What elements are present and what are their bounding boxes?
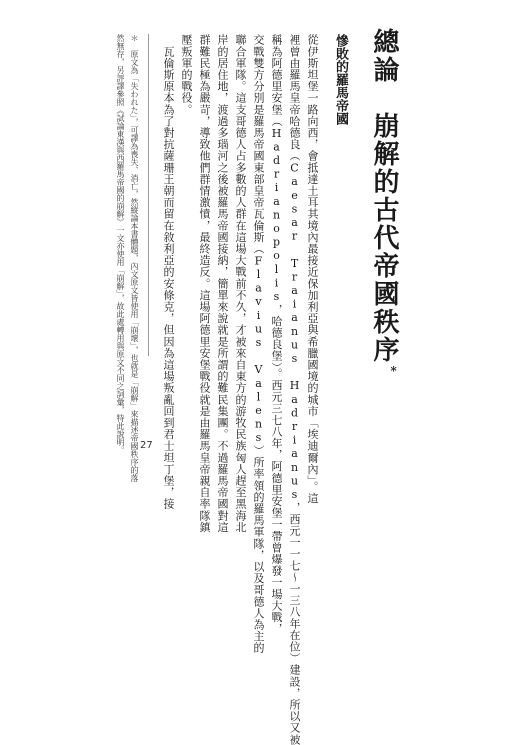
footnote-line: 然無存，另評譯參照《試論東漢與西羅馬帝國的崩解》一文亦使用「崩解」，故此處轉用與原文不同之詞彙，特此說明。 <box>116 34 125 454</box>
footnote-divider <box>148 34 149 356</box>
body-line: 聯合軍隊。這支哥德人占多數的人群在這場大戰前不久，才被來自東方的游牧民族匈人趕至黑海北 <box>234 34 247 533</box>
body-line: 瓦倫斯原本為了對抗薩珊王朝而留在敘利亞的安條克，但因為這場叛亂回到君士坦丁堡，接 <box>162 34 175 510</box>
chapter-title-text: 總論 崩解的古代帝國秩序 <box>369 28 399 364</box>
section-title: 慘敗的羅馬帝國 <box>333 34 348 125</box>
body-line: 壓叛軍的戰役。 <box>180 34 193 116</box>
body-line: 群難民極為嚴苛，導致他們群情激憤，最終造反。這場阿德里安堡戰役就是由羅馬皇帝親自率隊鎮 <box>198 34 211 533</box>
chapter-title <box>368 28 410 380</box>
body-line: 稱為阿德里安堡（Hadrianopolis，哈德良堡）。西元三七八年，阿德里安堡一帶曾爆發一場大戰， <box>270 34 283 635</box>
page-number: 27 <box>140 440 153 451</box>
footnote-marker: * <box>386 364 401 380</box>
body-line: 交戰雙方分別是羅馬帝國東部皇帝瓦倫斯（Flavius Valens）所率領的羅馬軍隊，以及哥德人為主的 <box>252 34 265 654</box>
body-line: 裡曾由羅馬皇帝哈德良（Caesar Traianus Hadrianus，西元一一七～一三八年在位）建設，所以又被 <box>288 34 301 745</box>
footnote-line: ＊ 原文為「失われた」，可譯為喪失、消亡，然縱論本書體題，內文原文皆使用「崩壞」，也就是「崩解」來描述帝國秩序的落 <box>130 34 139 482</box>
body-line: 岸的居住地，渡過多瑙河之後被羅馬帝國接納，簡單來說就是所謂的難民集團。不過羅馬帝國對這 <box>216 34 229 533</box>
body-line: 從伊斯坦堡一路向西，會抵達土耳其境內最接近保加利亞與希臘國境的城市「埃迪爾內」。這 <box>306 34 319 505</box>
